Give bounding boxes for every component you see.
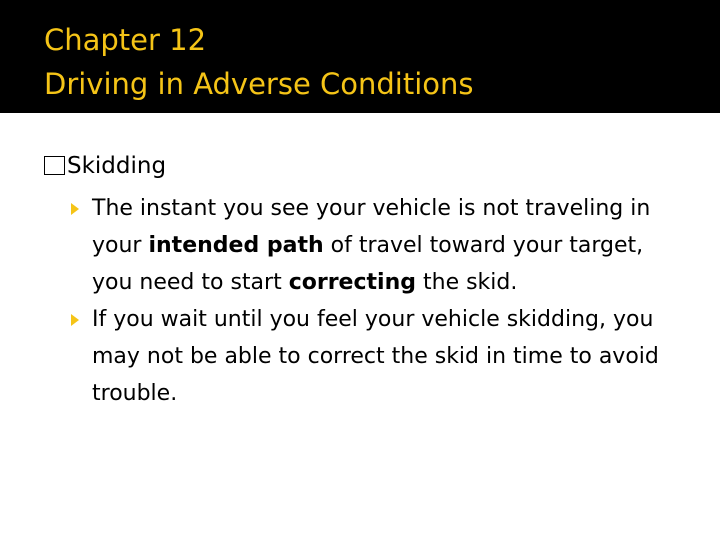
- text-run: The instant you see your vehicle is not traveling in your: [92, 196, 651, 258]
- sub-bullet-text: [92, 301, 682, 412]
- text-run: of travel toward your target, you need to start: [92, 233, 644, 295]
- sub-bullet-item: [71, 190, 694, 301]
- text-run: If you wait until you feel your vehicle skidding, you may not be able to correct the skid in time to avoid trouble.: [92, 307, 659, 406]
- slide-body: [44, 148, 694, 412]
- triangle-bullet-icon: [71, 314, 79, 326]
- main-bullet: [44, 148, 694, 184]
- slide-title: [44, 18, 474, 106]
- text-run: the skid.: [416, 270, 518, 295]
- box-bullet-icon: [44, 156, 65, 175]
- emphasis-intended-path: intended path: [148, 233, 324, 258]
- emphasis-correcting: correcting: [288, 270, 416, 295]
- sub-bullet-list: [44, 190, 694, 412]
- main-bullet-label: Skidding: [67, 153, 167, 179]
- title-line-1: Chapter 12: [44, 23, 207, 57]
- title-bar: [0, 0, 720, 113]
- sub-bullet-item: [71, 301, 694, 412]
- title-line-2: Driving in Adverse Conditions: [44, 67, 474, 101]
- triangle-bullet-icon: [71, 203, 79, 215]
- sub-bullet-text: [92, 190, 682, 301]
